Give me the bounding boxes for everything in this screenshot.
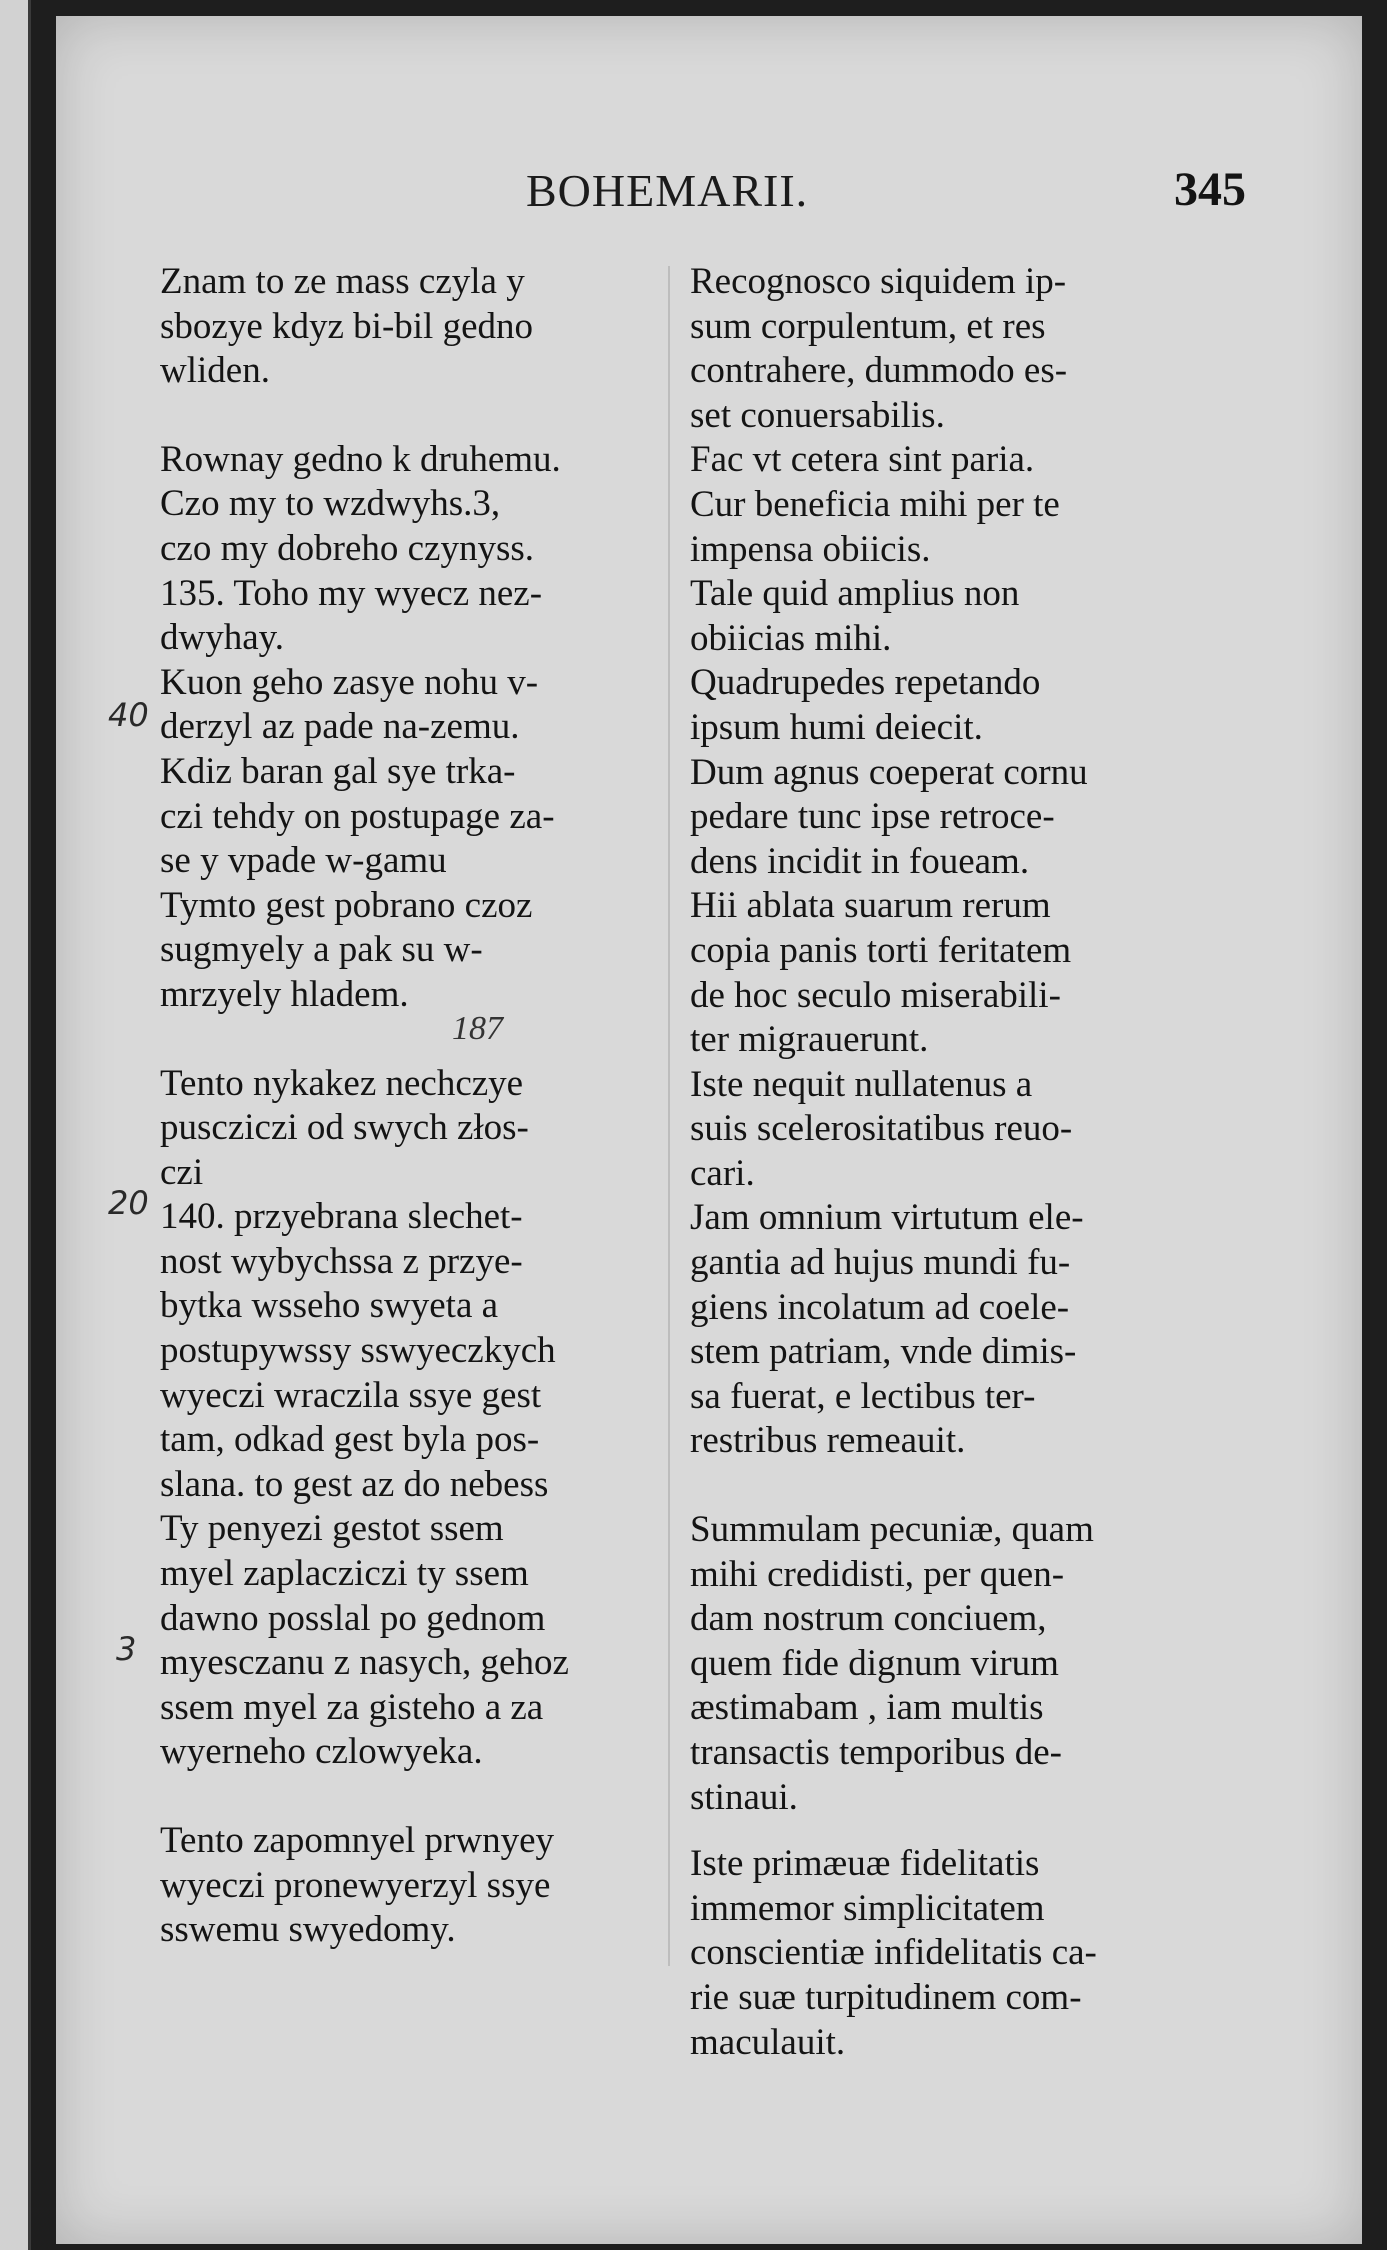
left-entry-3: Tento nykakez nechczye pusczіczi od swych złos- czi 140. przyebrana slechet- nost wybychssa z przye- bytka wsseho swyeta a postupywssy sswyeczkych wyeczi wraczila ssye gest tam, odkad gest byla pos- slana. to gest az do nebess Ty penyezi gestot ssem myel zaplaczіczi ty ssem dawno posslal po gednom myesczanu z nasych, gehoz ssem myel za gisteho a za wyerneho czlowyeka. (160, 1062, 569, 1773)
page-number: 345 (1174, 163, 1246, 216)
margin-note-20: 20 (108, 1184, 149, 1222)
spacer (160, 1018, 650, 1062)
left-column-czech (160, 260, 650, 1953)
previous-page-edge (0, 0, 31, 2250)
spacer (160, 1775, 650, 1819)
page-header (526, 152, 1256, 218)
margin-note-40: 40 (108, 696, 149, 734)
left-entry-1: Znam to ze mass czyla y sbozye kdyz bi-bil gedno wliden. (160, 261, 533, 392)
pencil-annotation: 187 (452, 1010, 503, 1047)
book-page (56, 16, 1362, 2244)
right-entry-1: Recognosco siquidem ip- sum corpulentum, et res contrahere, dummodo es- set conuersabilis. (690, 261, 1068, 436)
left-entry-2: Rownay gedno k druhemu. Czo my to wzdwyhs.3, czo my dobreho czynyss. 135. Toho my wyecz nez- dwyhay. Kuon geho zasye nohu v- derzyl az pade na-zemu. Kdiz baran gal sye trka- czi tehdy on postupage za- se y vpade w-gamu Tymto gest pobrano czoz sugmyely a pak su w- mrzyely hladem. (160, 438, 561, 1015)
right-column-latin (690, 260, 1210, 2065)
right-entry-2: Fac vt cetera sint paria. Cur beneficia mihi per te impensa obiicis. Tale quid amplius non obiicias mihi. Quadrupedes repetando ipsum humi deiecit. Dum agnus coeperat cornu pedare tunc ipse retroce- dens incidit in foueam. Hii ablata suarum rerum copia panis torti feritatem de hoc seculo miserabili- ter migrauerunt. (690, 439, 1088, 1061)
right-entry-3: Iste nequit nullatenus a suis scelerositatibus reuo- cari. Jam omnium virtutum ele- gantia ad hujus mundi fu- giens incolatum ad coele- stem patriam, vnde dimis- sa fuerat, e lectibus ter- restribus remeauit. (690, 1063, 1084, 1462)
spacer (690, 1820, 1210, 1842)
right-entry-5: Iste primæuæ fidelitatis immemor simplicitatem conscientiæ infidelitatis ca- rie suæ turpitudinem com- maculauit. (690, 1843, 1097, 2063)
running-head: BOHEMARII. (526, 165, 809, 216)
spacer (690, 1464, 1210, 1508)
spacer (160, 394, 650, 438)
margin-note-3: 3 (116, 1630, 137, 1668)
column-divider (668, 266, 670, 1966)
right-entry-4: Summulam pecuniæ, quam mihi credidisti, per quen- dam nostrum conciuem, quem fide dignum virum æstimabam , iam multis transactis temporibus de- stinaui. (690, 1509, 1094, 1818)
left-entry-4: Tento zapomnyel prwnyey wyeczi pronewyerzyl ssye sswemu swyedomy. (160, 1820, 555, 1951)
